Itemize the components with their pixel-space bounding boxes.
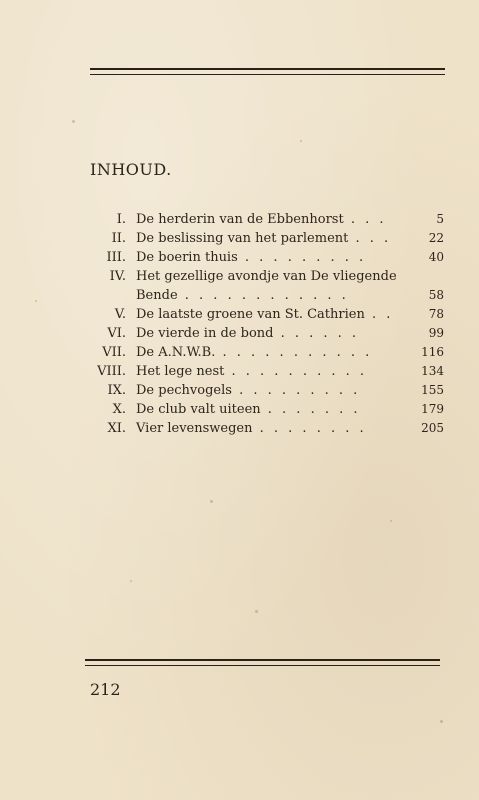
toc-entry — [60, 324, 450, 343]
paper-speck — [72, 120, 75, 123]
page-number: 155 — [421, 383, 444, 397]
top-rule-thick — [90, 68, 445, 70]
chapter-title: Het lege nest . . . . . . . . . . — [136, 364, 368, 379]
paper-speck — [390, 520, 392, 522]
toc-entry — [60, 210, 450, 229]
toc-entry — [60, 229, 450, 248]
chapter-title: De vierde in de bond . . . . . . — [136, 326, 360, 341]
chapter-title: Het gezellige avondje van De vliegende — [136, 269, 397, 284]
chapter-number: IX. — [107, 383, 126, 398]
chapter-title-continuation: Bende . . . . . . . . . . . . — [136, 288, 349, 303]
toc-entry — [60, 381, 450, 400]
toc-entry — [60, 419, 450, 438]
paper-speck — [255, 610, 258, 613]
chapter-title: De A.N.W.B. . . . . . . . . . . . — [136, 345, 373, 360]
top-rule-thin — [90, 74, 445, 75]
chapter-number: X. — [112, 402, 126, 417]
page-number: 179 — [421, 402, 444, 416]
page-title: INHOUD. — [90, 160, 172, 179]
toc-entry — [60, 400, 450, 419]
toc-entry — [60, 267, 450, 305]
toc-entry — [60, 305, 450, 324]
chapter-number: VI. — [107, 326, 126, 341]
page-number: 5 — [436, 212, 444, 226]
chapter-number: II. — [111, 231, 126, 246]
page-number: 40 — [428, 250, 444, 264]
chapter-title: De boerin thuis . . . . . . . . . — [136, 250, 367, 265]
paper-speck — [440, 720, 443, 723]
table-of-contents — [60, 210, 450, 438]
chapter-number: VIII. — [97, 364, 126, 379]
page-number: 116 — [421, 345, 444, 359]
chapter-number: III. — [106, 250, 126, 265]
chapter-number: VII. — [102, 345, 126, 360]
page-number: 58 — [428, 288, 444, 302]
toc-entry — [60, 362, 450, 381]
paper-speck — [35, 300, 37, 302]
page-number: 99 — [428, 326, 444, 340]
chapter-number: IV. — [109, 269, 126, 284]
chapter-title: De pechvogels . . . . . . . . . — [136, 383, 361, 398]
chapter-title: De laatste groene van St. Cathrien . . — [136, 307, 394, 322]
chapter-number: XI. — [107, 421, 126, 436]
chapter-title: De beslissing van het parlement . . . — [136, 231, 392, 246]
page-number: 134 — [421, 364, 444, 378]
toc-entry — [60, 248, 450, 267]
page-number: 205 — [421, 421, 444, 435]
bottom-rule-thick — [85, 659, 440, 661]
toc-entry — [60, 343, 450, 362]
page-number: 78 — [428, 307, 444, 321]
page-number: 22 — [428, 231, 444, 245]
chapter-number: V. — [114, 307, 126, 322]
chapter-title: De herderin van de Ebbenhorst . . . — [136, 212, 387, 227]
chapter-title: Vier levenswegen . . . . . . . . — [136, 421, 367, 436]
paper-speck — [130, 580, 132, 582]
chapter-title: De club valt uiteen . . . . . . . — [136, 402, 361, 417]
paper-speck — [210, 500, 213, 503]
bottom-rule-thin — [85, 665, 440, 666]
chapter-number: I. — [116, 212, 126, 227]
paper-speck — [300, 140, 302, 142]
folio-page-number: 212 — [90, 680, 121, 699]
